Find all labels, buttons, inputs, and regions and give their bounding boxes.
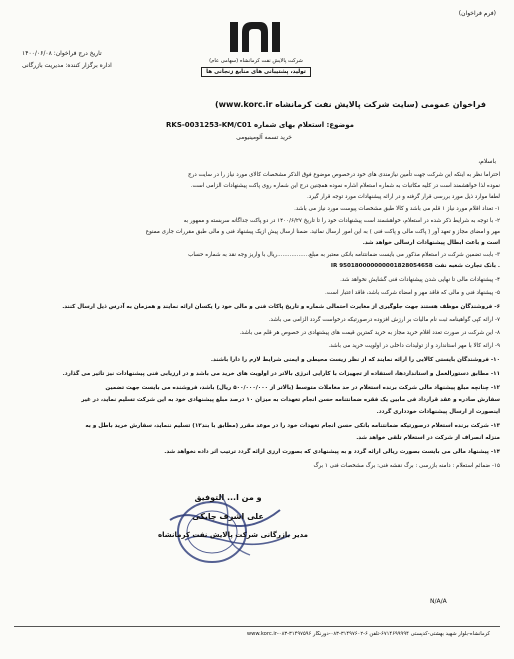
clause-10: ۱۰- فروشندگان بایستی کالایی را ارائه نمایند که از نظر زیست محیطی و ایمنی شرایط لازم را دارا باشند. (210, 357, 500, 363)
company-name: شرکت پالایش نفت کرمانشاه (سهامی عام) (209, 58, 303, 64)
clause-13-cont: منزله انصراف از شرکت در استعلام تلقی خواهد شد. (356, 435, 500, 441)
clause-3-account: IR 950180000000001828054658 بانک تجارت شعبه نفت . (330, 263, 500, 269)
clause-3: ۳- بابت تضمین شرکت در استعلام مذکور می بایست ضمانتنامه بانکی معتبر به مبلغ..................ریال با واریز وجه نقد به شماره حساب (188, 252, 500, 258)
clause-15-attachments: ۱۵- ضمائم استعلام : دامنه بازرسی : برگ نقشه فنی: برگ مشخصات فنی ۱ برگ (313, 463, 500, 469)
company-logo (226, 18, 284, 54)
intro-line: نموده لذا خواهشمند است در کلیه مکاتبات به شماره استعلام اشاره نموده همچنین درج این شماره روی پاکت پیشنهادات الزامی است. (190, 183, 500, 189)
clause-5: ۵- پیشنهاد فنی و مالی که فاقد مهر و امضاء شرکت باشد، فاقد اعتبار است. (325, 290, 500, 296)
clause-12-cont: سفارش صادره و عقد قرارداد فی مابین یک فقره ضمانتنامه حسن انجام تعهدات به میزان ۱۰ درصد مبلغ پیشنهادی خود به این شرکت تسلیم نماید، در غیر (81, 397, 500, 403)
signatory-role: مدیر بازرگانی شرکت پالایش نفت کرمانشاه (158, 531, 308, 539)
clause-12-cont: اینصورت از ارسال پیشنهادات خودداری گردد. (376, 409, 500, 415)
clause-12: ۱۲- چنانچه مبلغ پیشنهاد مالی شرکت برنده استعلام در حد معاملات متوسط (بالاتر از ۵۰۰/۰۰۰/۰۰۰ ریال) باشد، فروشنده می بایست جهت تضمین (105, 385, 500, 391)
publish-date: تاریخ درج فراخوان: ۱۴۰۰/۰۶/۰۸ (22, 50, 102, 57)
intro-line: احتراما نظر به اینکه این شرکت جهت تأمین نیازمندی های خود درخصوص موضوع فوق الذکر مشخصات کالای مورد نیاز را در سایت درج (187, 172, 500, 178)
clause-2-cont: است و باعث ابطال پیشنهادات ارسالی خواهد شد. (362, 240, 500, 246)
clause-7: ۷- ارائه کپی گواهینامه ثبت نام مالیات بر ارزش افزوده درصورتیکه درخواست گردد الزامی می باشد. (268, 317, 500, 323)
clause-11: ۱۱- مطابق دستورالعمل و استانداردها، استفاده از تجهیزات با کارایی انرژی بالاتر در اولویت های خرید می باشد و در ارزیابی فنی پیشنهادات نیز تاثیر می گذارد. (62, 371, 500, 377)
clause-13: ۱۳- شرکت برنده استعلام درصورتیکه ضمانتنامه بانکی حسن انجام تعهدات خود را در موعد مقرر (مطابق با بند۱۲) تسلیم ننماید، سفارش خرید باطل و به (85, 423, 500, 429)
clause-1: ۱- تعداد اقلام مورد نیاز ۱ قلم می باشد و کالا طبق مشخصات پیوست مورد نیاز می باشد. (294, 206, 500, 212)
document-subject-detail: خرید تسمه آلومینیومی (236, 134, 292, 141)
clause-2-cont: مهر و امضای مجاز و تعهد آور ( پاکت مالی و پاکت فنی ) به این امور ارسال نمائید. ضمنا ارسال پیش ازیک پیشنهاد فنی و مالی طبق مقررات جاری ممنوع (145, 229, 500, 235)
signatory-name: علی اشرف چایکی (192, 512, 264, 521)
signature-closing: و من ا... التوفیق (194, 493, 262, 502)
clause-14: ۱۴- پیشنهاد مالی می بایست بصورت ریالی ارائه گردد و به پیشنهادی که بصورت ارزی ارائه گردد ترتیب اثر داده نخواهد شد. (164, 449, 500, 455)
clause-9: ۹- ارائه کالا با مهر استاندارد و از تولیدات داخلی در اولویت خرید می باشد. (328, 343, 500, 349)
organizer: اداره برگزار کننده: مدیریت بازرگانی (22, 62, 112, 69)
form-label: (فرم فراخوان) (458, 10, 496, 17)
company-tagline: تولید، پشتیبانی های منابع زنجانی ها (201, 67, 311, 77)
document-code: N/A/A (430, 598, 447, 605)
document-subject: موضوع: استعلام بهای شماره RKS-0031253-KM/C01 (166, 121, 354, 129)
clause-4: ۴- پیشنهادات مالی تا نهایی شدن پیشنهادات فنی گشایش نخواهد شد. (340, 277, 500, 283)
clause-8: ۸- این شرکت در صورت تعدد اقلام خرید مجاز به خرید کمترین قیمت های پیشنهادی در خصوص هر قلم می باشد. (239, 330, 500, 336)
clause-2: ۲- با توجه به شرایط ذکر شده در استعلام، خواهشمند است پیشنهادات خود را تا تاریخ ۱۴۰۰/۶/۲۷ در دو پاکت جداگانه سربسته و ممهور به (183, 218, 500, 224)
intro-line: لطفا موارد ذیل مورد بررسی قرار گرفته و در ارائه پیشنهادات مورد توجه قرار گیرد. (306, 194, 500, 200)
footer-address: کرمانشاه-بلوار شهید بهشتی-کدپستی ۶۷۱۴۶۹۹۹۹۴-تلفن ۶-۳۱۴۹۷۶۰۲-۰۸۳-دورنگار ۳۱۴۹۷۵۹۶-۰۸۳-www.korc.ir (246, 631, 490, 637)
document-title: فراخوان عمومی (سایت شرکت پالایش نفت کرمانشاه www.korc.ir) (215, 100, 486, 109)
greeting: باسلام، (478, 158, 496, 165)
footer-divider (14, 626, 500, 627)
clause-6: ۶- فروشندگان موظف هستند جهت جلوگیری از مغایرت احتمالی شماره و تاریخ پاکات فنی و مالی خود را یکسان ارائه نمایند و همزمان به آدرس ذیل ارسال کنند. (62, 304, 500, 310)
